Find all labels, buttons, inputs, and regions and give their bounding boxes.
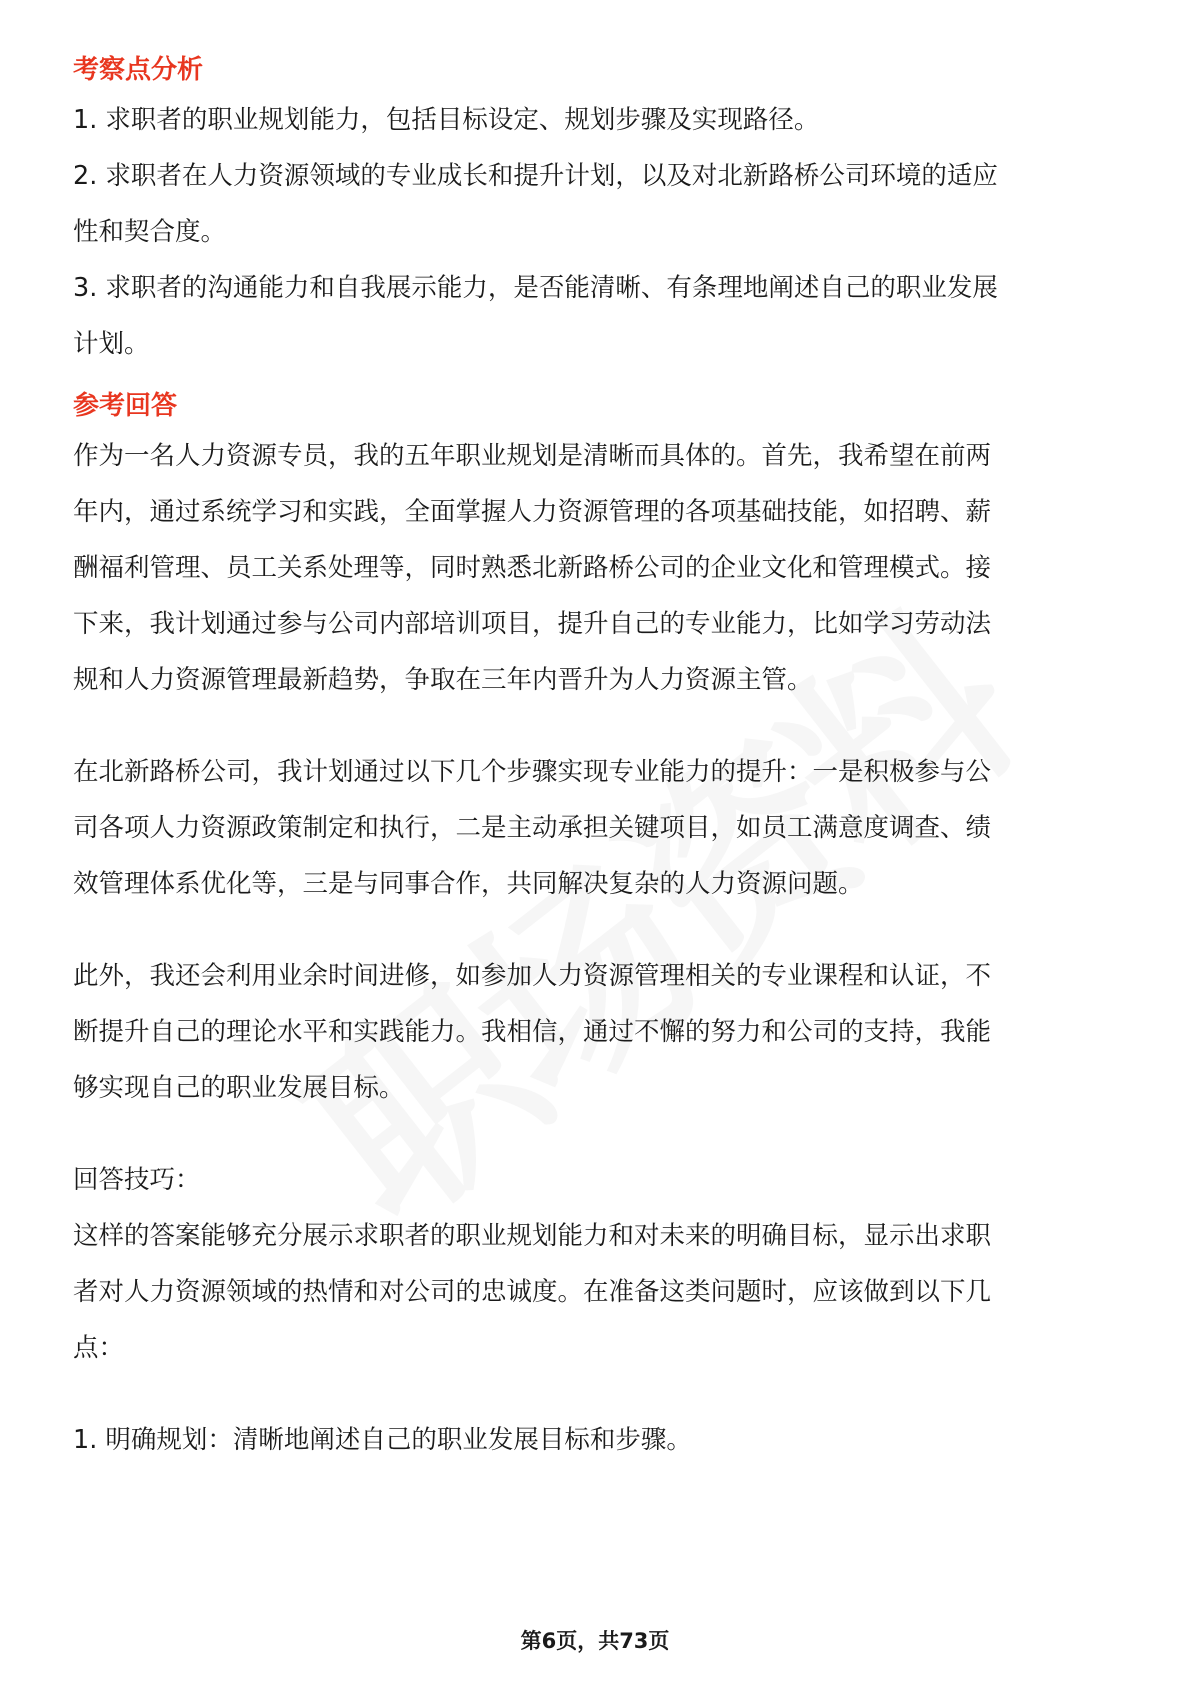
analysis-line: 性和契合度。: [73, 217, 227, 247]
answer-line: 年内，通过系统学习和实践，全面掌握人力资源管理的各项基础技能，如招聘、薪: [73, 497, 992, 527]
section-title-reference-answer: 参考回答: [73, 391, 178, 421]
answer-line: 酬福利管理、员工关系处理等，同时熟悉北新路桥公司的企业文化和管理模式。接: [73, 553, 992, 583]
tips-line: 者对人力资源领域的热情和对公司的忠诚度。在准备这类问题时，应该做到以下几: [73, 1277, 992, 1307]
answer-line: 规和人力资源管理最新趋势，争取在三年内晋升为人力资源主管。: [73, 665, 813, 695]
section-title-analysis: 考察点分析: [73, 55, 204, 85]
tips-heading: 回答技巧：: [73, 1165, 201, 1195]
answer-line: 效管理体系优化等，三是与同事合作，共同解决复杂的人力资源问题。: [73, 869, 864, 899]
analysis-line: 1. 求职者的职业规划能力，包括目标设定、规划步骤及实现路径。: [73, 105, 820, 135]
analysis-line: 2. 求职者在人力资源领域的专业成长和提升计划，以及对北新路桥公司环境的适应: [73, 161, 998, 191]
answer-line: 此外，我还会利用业余时间进修，如参加人力资源管理相关的专业课程和认证，不: [73, 961, 992, 991]
page-number: 第6页，共73页: [520, 1629, 670, 1653]
tips-point: 1. 明确规划：清晰地阐述自己的职业发展目标和步骤。: [73, 1425, 692, 1455]
analysis-line: 计划。: [73, 329, 150, 359]
analysis-line: 3. 求职者的沟通能力和自我展示能力，是否能清晰、有条理地阐述自己的职业发展: [73, 273, 998, 303]
answer-line: 司各项人力资源政策制定和执行，二是主动承担关键项目，如员工满意度调查、绩: [73, 813, 992, 843]
tips-line: 点：: [73, 1333, 125, 1363]
answer-line: 作为一名人力资源专员，我的五年职业规划是清晰而具体的。首先，我希望在前两: [73, 441, 992, 471]
answer-line: 断提升自己的理论水平和实践能力。我相信，通过不懈的努力和公司的支持，我能: [73, 1017, 992, 1047]
answer-line: 够实现自己的职业发展目标。: [73, 1073, 405, 1103]
tips-line: 这样的答案能够充分展示求职者的职业规划能力和对未来的明确目标，显示出求职: [73, 1221, 992, 1251]
page-content: [73, 50, 1117, 1468]
answer-line: 下来，我计划通过参与公司内部培训项目，提升自己的专业能力，比如学习劳动法: [73, 609, 992, 639]
answer-line: 在北新路桥公司，我计划通过以下几个步骤实现专业能力的提升：一是积极参与公: [73, 757, 992, 787]
